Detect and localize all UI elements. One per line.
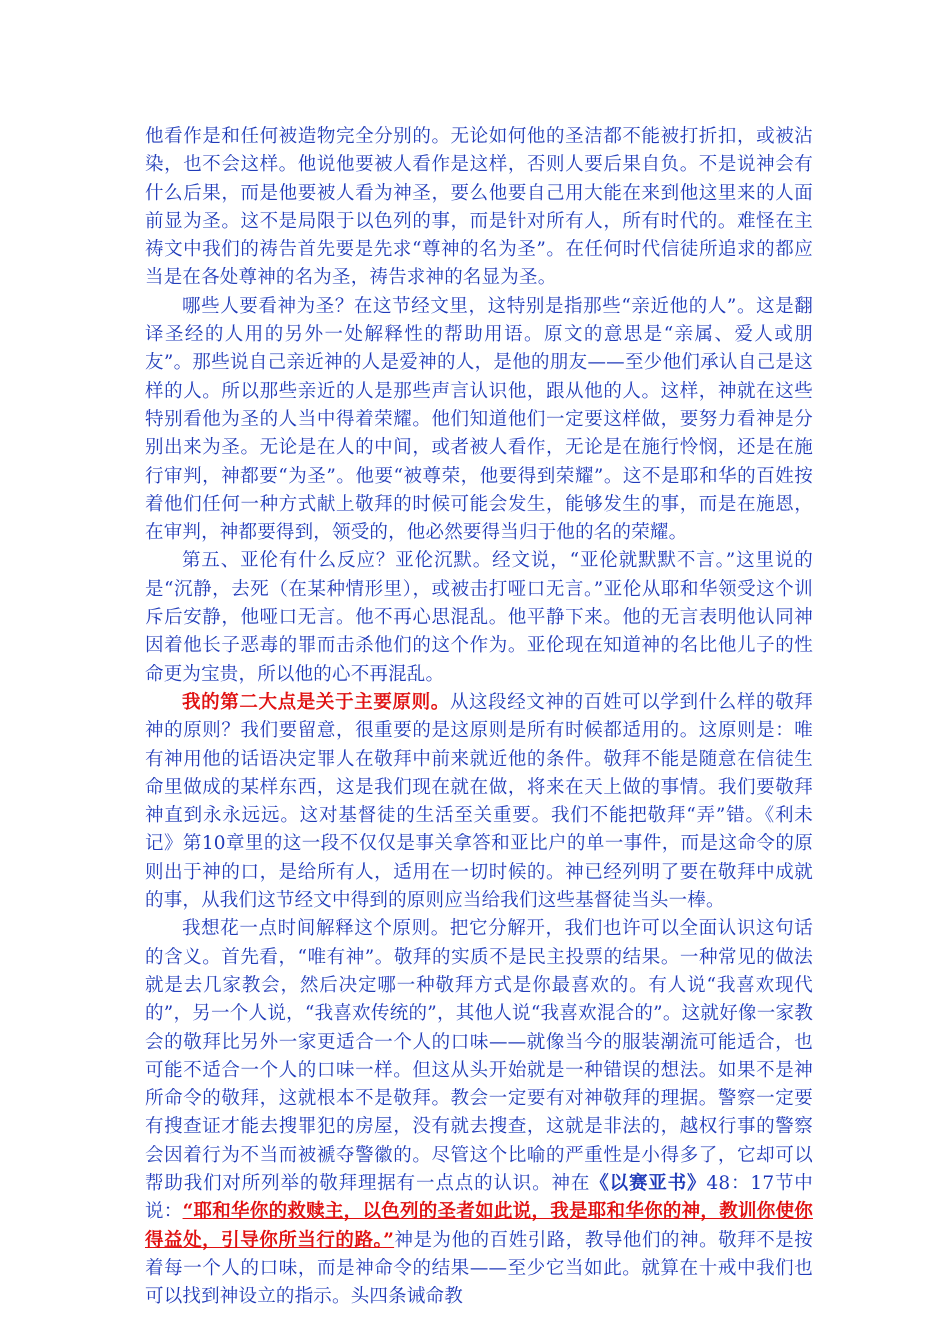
verse-reference: 48：17节中说： xyxy=(145,1172,814,1223)
scripture-quote: “耶和华你的救赎主，以色列的圣者如此说，我是耶和华你的神，教训你使你得益处，引导你所当行的路。” xyxy=(145,1201,813,1251)
book-reference: 《以赛亚书》 xyxy=(590,1172,707,1194)
paragraph-3: 第五、亚伦有什么反应？亚伦沉默。经文说，“亚伦就默默不言。”这里说的是“沉静，去死（在某种情形里），或被击打哑口无言。”亚伦从耶和华领受这个训斥后安静，他哑口无言。他不再心思混乱。他平静下来。他的无言表明他认同神因着他长子恶毒的罪而击杀他们的这个作为。亚伦现在知道神的名比他儿子的性命更为宝贵，所以他的心不再混乱。 xyxy=(145,550,813,685)
paragraph-5-body: 我想花一点时间解释这个原则。把它分解开，我们也许可以全面认识这句话的含义。首先看，“唯有神”。敬拜的实质不是民主投票的结果。一种常见的做法就是去几家教会，然后决定哪一种敬拜方式是你最喜欢的。有人说“我喜欢现代的”，另一个人说，“我喜欢传统的”，其他人说“我喜欢混合的”。这就好像一家教会的敬拜比另外一家更适合一个人的口味——就像当今的服装潮流可能适合，也可能不适合一个人的口味一样。但这从头开始就是一种错误的想法。如果不是神所命令的敬拜，这就根本不是敬拜。教会一定要有对神敬拜的理据。警察一定要有搜查证才能去搜罪犯的房屋，没有就去搜查，这就是非法的，越权行事的警察会因着行为不当而被褫夺警徽的。尽管这个比喻的严重性是小得多了，它却可以帮助我们对所列举的敬拜理据有一点点的认识。神在 xyxy=(145,918,813,1194)
document-page xyxy=(145,123,813,1311)
paragraph-4-body: 从这段经文神的百姓可以学到什么样的敬拜神的原则？我们要留意，很重要的是这原则是所有时候都适用的。这原则是：唯有神用他的话语决定罪人在敬拜中前来就近他的条件。敬拜不能是随意在信徒生命里做成的某样东西，这是我们现在就在做，将来在天上做的事情。我们要敬拜神直到永永远远。这对基督徒的生活至关重要。我们不能把敬拜“弄”错。《利未记》第10章里的这一段不仅仅是事关拿答和亚比户的单一事件，而是这命令的原则出于神的口，是给所有人，适用在一切时候的。神已经列明了要在敬拜中成就的事，从我们这节经文中得到的原则应当给我们这些基督徒当头一棒。 xyxy=(145,691,813,912)
paragraph-2: 哪些人要看神为圣？在这节经文里，这特别是指那些“亲近他的人”。这是翻译圣经的人用的另外一处解释性的帮助用语。原文的意思是“亲属、爱人或朋友”。那些说自己亲近神的人是爱神的人，是他的朋友——至少他们承认自己是这样的人。所以那些亲近的人是那些声言认识他，跟从他的人。这样，神就在这些特别看他为圣的人当中得着荣耀。他们知道他们一定要这样做，要努力看神是分别出来为圣。无论是在人的中间，或者被人看作，无论是在施行怜悯，还是在施行审判，神都要“为圣”。他要“被尊荣，他要得到荣耀”。这不是耶和华的百姓按着他们任何一种方式献上敬拜的时候可能会发生，能够发生的事，而是在施恩，在审判，神都要得到，领受的，他必然要得当归于他的名的荣耀。 xyxy=(145,295,813,544)
section-heading-lead: 我的第二大点是关于主要原则。 xyxy=(182,691,450,713)
paragraph-5 xyxy=(145,915,813,1311)
paragraph-1: 他看作是和任何被造物完全分别的。无论如何他的圣洁都不能被打折扣，或被沾染，也不会这样。他说他要被人看作是这样，否则人要后果自负。不是说神会有什么后果，而是他要被人看为神圣，要么他要自己用大能在来到他这里来的人面前显为圣。这不是局限于以色列的事，而是针对所有人，所有时代的。难怪在主祷文中我们的祷告首先要是先求“尊神的名为圣”。在任何时代信徒所追求的都应当是在各处尊神的名为圣，祷告求神的名显为圣。 xyxy=(145,126,813,289)
paragraph-4 xyxy=(145,689,813,915)
paragraph-5-tail: 神是为他的百姓引路，教导他们的神。敬拜不是按着每一个人的口味，而是神命令的结果——至少它当如此。就算在十戒中我们也可以找到神设立的指示。头四条诫命教 xyxy=(145,1229,813,1308)
